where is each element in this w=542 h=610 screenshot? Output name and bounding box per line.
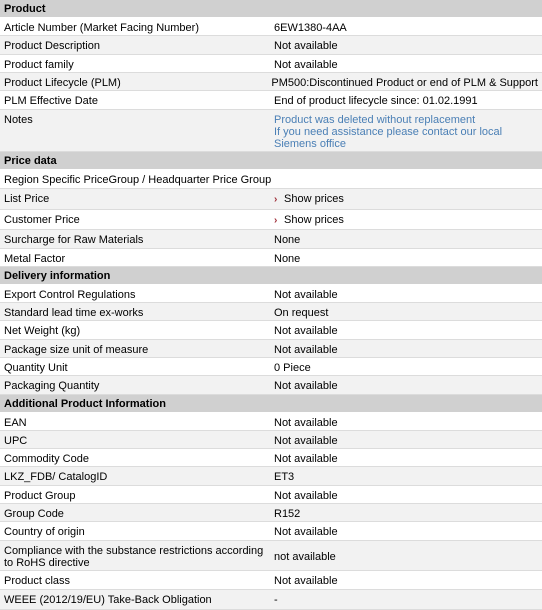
net-weight-value: Not available bbox=[274, 325, 338, 337]
row-product-lifecycle bbox=[0, 73, 542, 91]
plm-effective-date-value: End of product lifecycle since: 01.02.1991 bbox=[274, 95, 478, 107]
customer-price-show-prices-link[interactable] bbox=[270, 210, 542, 229]
surcharge-value: None bbox=[274, 234, 301, 246]
notes-line-2: If you need assistance please contact our local bbox=[274, 126, 503, 138]
row-weee bbox=[0, 590, 542, 610]
row-notes bbox=[0, 110, 542, 152]
rohs-compliance-label-line-2: to RoHS directive bbox=[4, 557, 90, 569]
ean-label: EAN bbox=[4, 417, 27, 429]
product-class-value: Not available bbox=[274, 575, 338, 587]
chevron-right-icon: › bbox=[274, 215, 278, 226]
list-price-label: List Price bbox=[4, 193, 50, 205]
packaging-quantity-label: Packaging Quantity bbox=[4, 380, 100, 392]
chevron-right-icon: › bbox=[274, 194, 278, 205]
commodity-code-label: Commodity Code bbox=[4, 453, 89, 465]
packaging-quantity-value: Not available bbox=[274, 380, 338, 392]
product-family-label: Product family bbox=[4, 59, 74, 71]
catalog-id-label: LKZ_FDB/ CatalogID bbox=[4, 471, 108, 483]
group-code-label: Group Code bbox=[4, 508, 64, 520]
product-family-value: Not available bbox=[274, 59, 338, 71]
row-product-family bbox=[0, 55, 542, 73]
row-customer-price bbox=[0, 210, 542, 230]
product-class-label: Product class bbox=[4, 575, 71, 587]
rohs-compliance-value: not available bbox=[274, 551, 336, 563]
row-net-weight bbox=[0, 321, 542, 340]
customer-price-label: Customer Price bbox=[4, 214, 80, 226]
row-article-number bbox=[0, 18, 542, 36]
ean-value: Not available bbox=[274, 417, 338, 429]
rohs-compliance-label-line-1: Compliance with the substance restrictions according bbox=[4, 545, 264, 557]
row-catalog-id bbox=[0, 467, 542, 486]
row-product-group bbox=[0, 486, 542, 504]
product-description-label: Product Description bbox=[4, 40, 100, 52]
row-list-price bbox=[0, 189, 542, 210]
row-ean bbox=[0, 413, 542, 431]
weee-value: - bbox=[274, 594, 278, 606]
section-header-delivery: Delivery information bbox=[0, 267, 542, 285]
package-size-value: Not available bbox=[274, 344, 338, 356]
article-number-value: 6EW1380-4AA bbox=[274, 22, 347, 34]
group-code-value: R152 bbox=[274, 508, 301, 520]
row-metal-factor bbox=[0, 249, 542, 267]
notes-line-3: Siemens office bbox=[274, 138, 346, 150]
export-control-label: Export Control Regulations bbox=[4, 289, 136, 301]
customer-price-show-prices-text: Show prices bbox=[284, 214, 344, 226]
row-surcharge bbox=[0, 230, 542, 249]
notes-value bbox=[270, 110, 542, 151]
lead-time-value: On request bbox=[274, 307, 329, 319]
row-upc bbox=[0, 431, 542, 449]
notes-line-1: Product was deleted without replacement bbox=[274, 114, 476, 126]
weee-label: WEEE (2012/19/EU) Take-Back Obligation bbox=[4, 594, 212, 606]
upc-value: Not available bbox=[274, 435, 338, 447]
quantity-unit-label: Quantity Unit bbox=[4, 362, 68, 374]
list-price-show-prices-text: Show prices bbox=[284, 193, 344, 205]
section-header-additional: Additional Product Information bbox=[0, 395, 542, 413]
net-weight-label: Net Weight (kg) bbox=[4, 325, 81, 337]
product-group-label: Product Group bbox=[4, 490, 76, 502]
list-price-show-prices-link[interactable] bbox=[270, 189, 542, 209]
row-package-size bbox=[0, 340, 542, 358]
package-size-label: Package size unit of measure bbox=[4, 344, 149, 356]
row-region-price-group bbox=[0, 170, 542, 189]
section-header-product: Product bbox=[0, 0, 542, 18]
catalog-id-value: ET3 bbox=[274, 471, 295, 483]
export-control-value: Not available bbox=[274, 289, 338, 301]
product-lifecycle-label: Product Lifecycle (PLM) bbox=[4, 77, 121, 89]
quantity-unit-value: 0 Piece bbox=[274, 362, 311, 374]
row-lead-time bbox=[0, 303, 542, 321]
row-export-control bbox=[0, 285, 542, 303]
row-rohs-compliance bbox=[0, 541, 542, 571]
row-product-description bbox=[0, 36, 542, 55]
row-quantity-unit bbox=[0, 358, 542, 376]
section-header-price: Price data bbox=[0, 152, 542, 170]
product-lifecycle-value: PM500:Discontinued Product or end of PLM & Support bbox=[271, 77, 538, 89]
plm-effective-date-label: PLM Effective Date bbox=[4, 95, 98, 107]
notes-label: Notes bbox=[4, 114, 33, 126]
metal-factor-value: None bbox=[274, 253, 301, 265]
lead-time-label: Standard lead time ex-works bbox=[4, 307, 144, 319]
row-plm-effective-date bbox=[0, 91, 542, 110]
row-country-of-origin bbox=[0, 522, 542, 541]
metal-factor-label: Metal Factor bbox=[4, 253, 66, 265]
rohs-compliance-label bbox=[0, 541, 270, 570]
commodity-code-value: Not available bbox=[274, 453, 338, 465]
product-group-value: Not available bbox=[274, 490, 338, 502]
country-of-origin-label: Country of origin bbox=[4, 526, 85, 538]
row-product-class bbox=[0, 571, 542, 590]
region-price-group-label: Region Specific PriceGroup / Headquarter Price Group bbox=[4, 174, 272, 186]
article-number-label: Article Number (Market Facing Number) bbox=[4, 22, 199, 34]
product-description-value: Not available bbox=[274, 40, 338, 52]
row-group-code bbox=[0, 504, 542, 522]
country-of-origin-value: Not available bbox=[274, 526, 338, 538]
row-commodity-code bbox=[0, 449, 542, 467]
surcharge-label: Surcharge for Raw Materials bbox=[4, 234, 144, 246]
upc-label: UPC bbox=[4, 435, 28, 447]
row-packaging-quantity bbox=[0, 376, 542, 395]
